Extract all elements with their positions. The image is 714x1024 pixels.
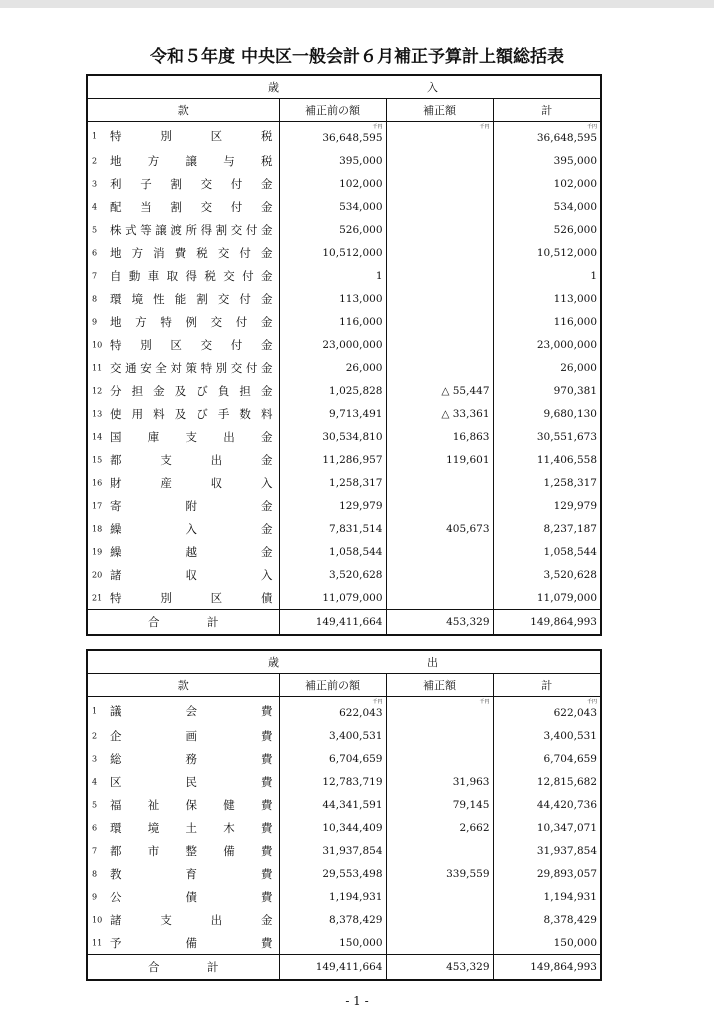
row-name: 福 祉 保 健 費 [110,797,273,812]
row-number: 16 [92,478,103,487]
table-row [87,425,601,448]
total-label: 合 計 [148,960,219,974]
row-number: 8 [92,869,98,878]
row-name: 特 別 区 交 付 金 [110,337,273,352]
row-category [87,839,279,862]
expenditure-header [87,650,601,674]
cell-before: 8,378,429 [279,908,386,931]
cell-total: 9,680,130 [493,402,601,425]
cell-amount [386,241,493,264]
cell-total: 29,893,057 [493,862,601,885]
cell-before: 12,783,719 [279,770,386,793]
row-name: 予 備 費 [110,935,273,950]
row-name: 環 境 土 木 費 [110,820,273,835]
cell-before: 9,713,491 [279,402,386,425]
table-row [87,793,601,816]
cell-before: 1,258,317 [279,471,386,494]
row-category [87,379,279,402]
total-row [87,955,601,981]
cell-amount [386,540,493,563]
cell-amount [386,333,493,356]
cell-amount [386,356,493,379]
row-category [87,793,279,816]
table-row [87,122,601,150]
revenue-header [87,75,601,99]
row-name: 使 用 料 及 び 手 数 料 [110,406,273,421]
cell-before: 395,000 [279,149,386,172]
col-header-total: 計 [493,99,601,122]
row-category [87,333,279,356]
row-number: 13 [92,409,103,418]
row-number: 2 [92,156,98,165]
cell-before: 7,831,514 [279,517,386,540]
row-number: 4 [92,777,98,786]
row-number: 15 [92,455,103,464]
table-row [87,908,601,931]
cell-total: 113,000 [493,287,601,310]
table-row [87,287,601,310]
row-category [87,402,279,425]
cell-total: 8,378,429 [493,908,601,931]
table-row [87,218,601,241]
cell-total: 1,058,544 [493,540,601,563]
cell-total: 526,000 [493,218,601,241]
cell-amount: 119,601 [386,448,493,471]
row-category [87,908,279,931]
cell-total: 1,194,931 [493,885,601,908]
row-name: 教 育 費 [110,866,273,881]
cell-before: 3,520,628 [279,563,386,586]
cell-total: 116,000 [493,310,601,333]
row-number: 10 [92,340,103,349]
cell-before: 150,000 [279,931,386,955]
row-number: 3 [92,754,98,763]
cell-total: 36,648,595 千円 [493,122,601,150]
row-name: 交 通 安 全 対 策 特 別 交 付 金 [110,360,273,375]
table-row [87,264,601,287]
cell-before: 11,079,000 [279,586,386,610]
cell-amount [386,149,493,172]
row-category [87,448,279,471]
row-name: 地 方 消 費 税 交 付 金 [110,245,273,260]
table-row [87,816,601,839]
row-name: 諸 収 入 [110,567,273,582]
cell-amount: △ 55,447 [386,379,493,402]
cell-before: 26,000 [279,356,386,379]
col-header-category: 款 [87,674,279,697]
row-category [87,494,279,517]
cell-before: 1,194,931 [279,885,386,908]
cell-before: 1,058,544 [279,540,386,563]
revenue-table [86,74,602,636]
row-name: 公 債 費 [110,889,273,904]
row-number: 10 [92,915,103,924]
cell-amount: 31,963 [386,770,493,793]
table-row [87,172,601,195]
cell-amount: 339,559 [386,862,493,885]
cell-total: 129,979 [493,494,601,517]
cell-before: 113,000 [279,287,386,310]
table-row [87,379,601,402]
cell-amount: △ 33,361 [386,402,493,425]
cell-total: 11,406,558 [493,448,601,471]
row-number: 5 [92,225,98,234]
table-row [87,885,601,908]
cell-before: 534,000 [279,195,386,218]
cell-before: 30,534,810 [279,425,386,448]
row-category [87,122,279,150]
cell-total: 395,000 [493,149,601,172]
cell-total: 622,043 千円 [493,697,601,725]
cell-amount [386,172,493,195]
row-category [87,862,279,885]
table-row [87,448,601,471]
row-category [87,287,279,310]
unit-label: 千円 [479,699,490,705]
cell-amount: 79,145 [386,793,493,816]
table-row [87,586,601,610]
cell-amount [386,747,493,770]
cell-before: 526,000 [279,218,386,241]
row-name: 諸 支 出 金 [110,912,273,927]
unit-label: 千円 [586,124,597,130]
cell-total: 534,000 [493,195,601,218]
row-number: 7 [92,271,98,280]
row-name: 地 方 特 例 交 付 金 [110,314,273,329]
viewer-top-bar [0,0,714,8]
row-name: 総 務 費 [110,751,273,766]
table-row [87,494,601,517]
row-category [87,195,279,218]
cell-total: 44,420,736 [493,793,601,816]
cell-amount [386,908,493,931]
cell-before: 6,704,659 [279,747,386,770]
table-row [87,310,601,333]
cell-before: 10,344,409 [279,816,386,839]
row-name: 国 庫 支 出 金 [110,429,273,444]
cell-total: 12,815,682 [493,770,601,793]
row-category [87,264,279,287]
row-number: 6 [92,248,98,257]
row-category [87,517,279,540]
cell-before: 622,043 千円 [279,697,386,725]
total-total: 149,864,993 [493,610,601,636]
row-name: 特 別 区 債 [110,590,273,605]
row-number: 8 [92,294,98,303]
expenditure-header-label: 歳 出 [268,656,438,669]
col-header-before: 補正前の額 [279,674,386,697]
row-category [87,697,279,725]
row-number: 3 [92,179,98,188]
cell-amount [386,218,493,241]
cell-before: 31,937,854 [279,839,386,862]
table-row [87,862,601,885]
unit-label: 千円 [479,124,490,130]
row-category [87,885,279,908]
row-name: 財 産 収 入 [110,475,273,490]
row-number: 1 [92,706,98,715]
row-name: 株 式 等 譲 渡 所 得 割 交 付 金 [110,222,273,237]
row-name: 区 民 費 [110,774,273,789]
cell-amount [386,471,493,494]
cell-total: 150,000 [493,931,601,955]
row-name: 地 方 譲 与 税 [110,153,273,168]
table-row [87,540,601,563]
cell-amount [386,264,493,287]
cell-total: 3,520,628 [493,563,601,586]
cell-total: 8,237,187 [493,517,601,540]
table-row [87,517,601,540]
table-row [87,195,601,218]
table-row [87,471,601,494]
cell-before: 1 [279,264,386,287]
col-header-amount: 補正額 [386,99,493,122]
cell-total: 6,704,659 [493,747,601,770]
cell-total: 26,000 [493,356,601,379]
cell-total: 10,347,071 [493,816,601,839]
unit-label: 千円 [372,699,383,705]
total-before: 149,411,664 [279,610,386,636]
cell-before: 116,000 [279,310,386,333]
row-name: 繰 越 金 [110,544,273,559]
row-name: 利 子 割 交 付 金 [110,176,273,191]
row-name: 寄 附 金 [110,498,273,513]
cell-total: 11,079,000 [493,586,601,610]
row-name: 都 支 出 金 [110,452,273,467]
cell-before: 3,400,531 [279,724,386,747]
row-category [87,770,279,793]
row-number: 20 [92,570,103,579]
row-name: 議 会 費 [110,703,273,718]
cell-amount [386,494,493,517]
cell-amount [386,724,493,747]
row-number: 9 [92,317,98,326]
cell-amount [386,931,493,955]
row-name: 自 動 車 取 得 税 交 付 金 [110,268,273,283]
row-category [87,563,279,586]
table-row [87,149,601,172]
row-category [87,540,279,563]
total-total: 149,864,993 [493,955,601,981]
row-number: 14 [92,432,103,441]
cell-before: 129,979 [279,494,386,517]
cell-total: 30,551,673 [493,425,601,448]
row-category [87,471,279,494]
row-number: 18 [92,524,103,533]
cell-amount [386,287,493,310]
table-row [87,770,601,793]
table-row [87,931,601,955]
row-number: 21 [92,593,103,602]
row-number: 6 [92,823,98,832]
total-amount: 453,329 [386,955,493,981]
row-number: 11 [92,938,103,947]
cell-amount [386,839,493,862]
cell-total: 970,381 [493,379,601,402]
row-number: 17 [92,501,103,510]
total-before: 149,411,664 [279,955,386,981]
row-number: 4 [92,202,98,211]
total-label-cell [87,955,279,981]
page-number: - 1 - [345,994,369,1008]
row-number: 11 [92,363,103,372]
row-category [87,310,279,333]
cell-before: 1,025,828 [279,379,386,402]
row-category [87,172,279,195]
cell-amount [386,885,493,908]
row-name: 配 当 割 交 付 金 [110,199,273,214]
cell-before: 23,000,000 [279,333,386,356]
cell-total: 31,937,854 [493,839,601,862]
row-category [87,356,279,379]
total-amount: 453,329 [386,610,493,636]
row-category [87,816,279,839]
cell-total: 1,258,317 [493,471,601,494]
revenue-header-label: 歳 入 [268,81,438,94]
expenditure-table [86,649,602,981]
row-name: 特 別 区 税 [110,128,273,143]
row-number: 5 [92,800,98,809]
row-number: 2 [92,731,98,740]
row-category [87,218,279,241]
page-title: 令和５年度 中央区一般会計６月補正予算計上額総括表 [150,47,564,67]
row-number: 19 [92,547,103,556]
row-name: 都 市 整 備 費 [110,843,273,858]
cell-amount [386,563,493,586]
cell-total: 23,000,000 [493,333,601,356]
cell-before: 102,000 [279,172,386,195]
row-category [87,747,279,770]
col-header-amount: 補正額 [386,674,493,697]
cell-amount [386,195,493,218]
cell-total: 1 [493,264,601,287]
row-category [87,724,279,747]
cell-amount: 16,863 [386,425,493,448]
cell-amount [386,586,493,610]
row-number: 1 [92,131,98,140]
table-row [87,356,601,379]
unit-label: 千円 [372,124,383,130]
total-label-cell [87,610,279,636]
row-name: 繰 入 金 [110,521,273,536]
unit-label: 千円 [586,699,597,705]
cell-before: 44,341,591 [279,793,386,816]
row-category [87,425,279,448]
row-number: 7 [92,846,98,855]
row-name: 企 画 費 [110,728,273,743]
cell-amount [386,310,493,333]
table-row [87,563,601,586]
total-label: 合 計 [148,615,219,629]
table-row [87,402,601,425]
row-category [87,931,279,955]
col-header-category: 款 [87,99,279,122]
table-row [87,724,601,747]
table-row [87,241,601,264]
cell-amount: 2,662 [386,816,493,839]
row-name: 分 担 金 及 び 負 担 金 [110,383,273,398]
row-category [87,241,279,264]
table-row [87,333,601,356]
table-row [87,747,601,770]
table-row [87,839,601,862]
cell-total: 10,512,000 [493,241,601,264]
cell-amount [386,697,493,725]
col-header-total: 計 [493,674,601,697]
table-row [87,697,601,725]
cell-before: 10,512,000 [279,241,386,264]
row-number: 9 [92,892,98,901]
row-category [87,586,279,610]
cell-total: 102,000 [493,172,601,195]
total-row [87,610,601,636]
col-header-before: 補正前の額 [279,99,386,122]
cell-amount [386,122,493,150]
cell-before: 11,286,957 [279,448,386,471]
row-name: 環 境 性 能 割 交 付 金 [110,291,273,306]
cell-before: 29,553,498 [279,862,386,885]
row-number: 12 [92,386,103,395]
cell-amount: 405,673 [386,517,493,540]
row-category [87,149,279,172]
cell-total: 3,400,531 [493,724,601,747]
cell-before: 36,648,595 千円 [279,122,386,150]
